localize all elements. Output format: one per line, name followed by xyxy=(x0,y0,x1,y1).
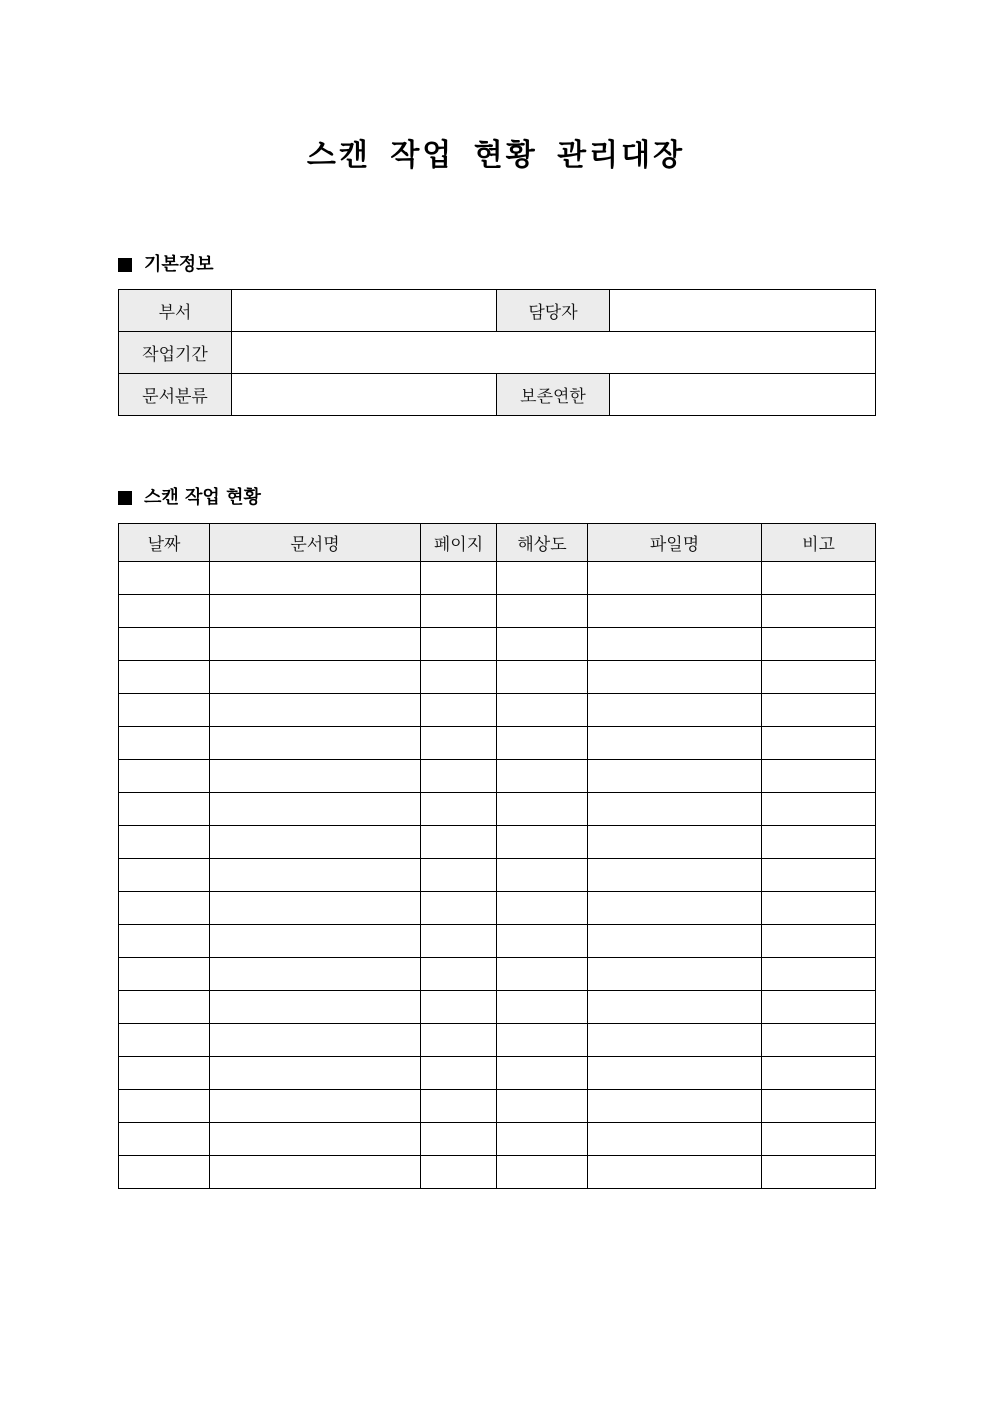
resolution-cell[interactable] xyxy=(497,1057,588,1090)
scan-status-table xyxy=(118,523,876,1189)
table-row xyxy=(119,1090,876,1123)
date-cell[interactable] xyxy=(119,958,210,991)
resolution-cell[interactable] xyxy=(497,661,588,694)
pages-cell[interactable] xyxy=(421,628,497,661)
table-row xyxy=(119,1024,876,1057)
date-cell[interactable] xyxy=(119,793,210,826)
remarks-cell[interactable] xyxy=(762,859,876,892)
pages-cell[interactable] xyxy=(421,859,497,892)
file-name-cell[interactable] xyxy=(588,760,762,793)
date-cell[interactable] xyxy=(119,760,210,793)
doc-name-cell[interactable] xyxy=(210,1024,421,1057)
table-row xyxy=(119,628,876,661)
table-row xyxy=(119,595,876,628)
doc-name-cell[interactable] xyxy=(210,727,421,760)
resolution-cell[interactable] xyxy=(497,1024,588,1057)
doc-category-label: 문서분류 xyxy=(119,374,232,416)
pages-cell[interactable] xyxy=(421,793,497,826)
pages-cell[interactable] xyxy=(421,826,497,859)
basic-info-table xyxy=(118,289,876,416)
remarks-cell[interactable] xyxy=(762,1090,876,1123)
table-row xyxy=(119,1123,876,1156)
remarks-cell[interactable] xyxy=(762,892,876,925)
pages-cell[interactable] xyxy=(421,562,497,595)
manager-field[interactable] xyxy=(610,290,876,332)
doc-name-cell[interactable] xyxy=(210,1057,421,1090)
file-name-cell[interactable] xyxy=(588,958,762,991)
work-period-label: 작업기간 xyxy=(119,332,232,374)
resolution-cell[interactable] xyxy=(497,628,588,661)
resolution-cell[interactable] xyxy=(497,760,588,793)
table-row xyxy=(119,958,876,991)
date-cell[interactable] xyxy=(119,1156,210,1189)
column-header-resolution: 해상도 xyxy=(497,524,588,562)
table-row xyxy=(119,562,876,595)
resolution-cell[interactable] xyxy=(497,958,588,991)
date-cell[interactable] xyxy=(119,1090,210,1123)
doc-name-cell[interactable] xyxy=(210,892,421,925)
column-header-remarks: 비고 xyxy=(762,524,876,562)
date-cell[interactable] xyxy=(119,1057,210,1090)
resolution-cell[interactable] xyxy=(497,991,588,1024)
table-row xyxy=(119,661,876,694)
pages-cell[interactable] xyxy=(421,892,497,925)
pages-cell[interactable] xyxy=(421,1057,497,1090)
department-label: 부서 xyxy=(119,290,232,332)
pages-cell[interactable] xyxy=(421,1024,497,1057)
doc-name-cell[interactable] xyxy=(210,958,421,991)
info-row-work-period xyxy=(119,332,876,374)
doc-name-cell[interactable] xyxy=(210,1123,421,1156)
resolution-cell[interactable] xyxy=(497,1123,588,1156)
file-name-cell[interactable] xyxy=(588,859,762,892)
doc-name-cell[interactable] xyxy=(210,694,421,727)
date-cell[interactable] xyxy=(119,826,210,859)
file-name-cell[interactable] xyxy=(588,628,762,661)
pages-cell[interactable] xyxy=(421,925,497,958)
remarks-cell[interactable] xyxy=(762,793,876,826)
table-row xyxy=(119,1057,876,1090)
pages-cell[interactable] xyxy=(421,1090,497,1123)
remarks-cell[interactable] xyxy=(762,562,876,595)
resolution-cell[interactable] xyxy=(497,892,588,925)
square-bullet-icon xyxy=(118,258,132,272)
info-row-department xyxy=(119,290,876,332)
date-cell[interactable] xyxy=(119,661,210,694)
retention-period-field[interactable] xyxy=(610,374,876,416)
doc-name-cell[interactable] xyxy=(210,628,421,661)
resolution-cell[interactable] xyxy=(497,727,588,760)
date-cell[interactable] xyxy=(119,1024,210,1057)
date-cell[interactable] xyxy=(119,1123,210,1156)
remarks-cell[interactable] xyxy=(762,661,876,694)
table-row xyxy=(119,925,876,958)
table-row xyxy=(119,760,876,793)
remarks-cell[interactable] xyxy=(762,595,876,628)
file-name-cell[interactable] xyxy=(588,925,762,958)
table-row xyxy=(119,859,876,892)
doc-name-cell[interactable] xyxy=(210,1156,421,1189)
department-field[interactable] xyxy=(232,290,497,332)
file-name-cell[interactable] xyxy=(588,826,762,859)
resolution-cell[interactable] xyxy=(497,1090,588,1123)
doc-name-cell[interactable] xyxy=(210,793,421,826)
table-row xyxy=(119,991,876,1024)
file-name-cell[interactable] xyxy=(588,595,762,628)
info-row-doc-category xyxy=(119,374,876,416)
file-name-cell[interactable] xyxy=(588,1057,762,1090)
remarks-cell[interactable] xyxy=(762,694,876,727)
pages-cell[interactable] xyxy=(421,991,497,1024)
resolution-cell[interactable] xyxy=(497,595,588,628)
doc-category-field[interactable] xyxy=(232,374,497,416)
column-header-doc-name: 문서명 xyxy=(210,524,421,562)
table-row xyxy=(119,892,876,925)
date-cell[interactable] xyxy=(119,694,210,727)
date-cell[interactable] xyxy=(119,628,210,661)
remarks-cell[interactable] xyxy=(762,628,876,661)
doc-name-cell[interactable] xyxy=(210,826,421,859)
remarks-cell[interactable] xyxy=(762,1123,876,1156)
table-row xyxy=(119,727,876,760)
file-name-cell[interactable] xyxy=(588,694,762,727)
pages-cell[interactable] xyxy=(421,1156,497,1189)
column-header-pages: 페이지 xyxy=(421,524,497,562)
pages-cell[interactable] xyxy=(421,1123,497,1156)
date-cell[interactable] xyxy=(119,859,210,892)
status-table-body xyxy=(119,562,876,1189)
table-row xyxy=(119,826,876,859)
status-header-row xyxy=(119,524,876,562)
resolution-cell[interactable] xyxy=(497,925,588,958)
pages-cell[interactable] xyxy=(421,595,497,628)
file-name-cell[interactable] xyxy=(588,1123,762,1156)
date-cell[interactable] xyxy=(119,727,210,760)
table-row xyxy=(119,1156,876,1189)
remarks-cell[interactable] xyxy=(762,1024,876,1057)
file-name-cell[interactable] xyxy=(588,1156,762,1189)
retention-period-label: 보존연한 xyxy=(497,374,610,416)
resolution-cell[interactable] xyxy=(497,826,588,859)
doc-name-cell[interactable] xyxy=(210,595,421,628)
file-name-cell[interactable] xyxy=(588,1024,762,1057)
date-cell[interactable] xyxy=(119,595,210,628)
pages-cell[interactable] xyxy=(421,694,497,727)
doc-name-cell[interactable] xyxy=(210,661,421,694)
table-row xyxy=(119,694,876,727)
date-cell[interactable] xyxy=(119,892,210,925)
work-period-field[interactable] xyxy=(232,332,876,374)
pages-cell[interactable] xyxy=(421,760,497,793)
file-name-cell[interactable] xyxy=(588,892,762,925)
manager-label: 담당자 xyxy=(497,290,610,332)
remarks-cell[interactable] xyxy=(762,1156,876,1189)
remarks-cell[interactable] xyxy=(762,1057,876,1090)
pages-cell[interactable] xyxy=(421,727,497,760)
document-title: 스캔 작업 현황 관리대장 xyxy=(306,138,686,173)
doc-name-cell[interactable] xyxy=(210,760,421,793)
date-cell[interactable] xyxy=(119,562,210,595)
date-cell[interactable] xyxy=(119,925,210,958)
resolution-cell[interactable] xyxy=(497,694,588,727)
resolution-cell[interactable] xyxy=(497,859,588,892)
doc-name-cell[interactable] xyxy=(210,925,421,958)
doc-name-cell[interactable] xyxy=(210,859,421,892)
remarks-cell[interactable] xyxy=(762,760,876,793)
resolution-cell[interactable] xyxy=(497,562,588,595)
file-name-cell[interactable] xyxy=(588,562,762,595)
remarks-cell[interactable] xyxy=(762,826,876,859)
remarks-cell[interactable] xyxy=(762,727,876,760)
remarks-cell[interactable] xyxy=(762,991,876,1024)
date-cell[interactable] xyxy=(119,991,210,1024)
pages-cell[interactable] xyxy=(421,958,497,991)
scan-status-heading xyxy=(118,485,261,511)
doc-name-cell[interactable] xyxy=(210,1090,421,1123)
remarks-cell[interactable] xyxy=(762,925,876,958)
doc-name-cell[interactable] xyxy=(210,991,421,1024)
resolution-cell[interactable] xyxy=(497,1156,588,1189)
column-header-file-name: 파일명 xyxy=(588,524,762,562)
table-row xyxy=(119,793,876,826)
square-bullet-icon xyxy=(118,491,132,505)
scan-status-heading-label: 스캔 작업 현황 xyxy=(144,487,261,508)
file-name-cell[interactable] xyxy=(588,793,762,826)
file-name-cell[interactable] xyxy=(588,727,762,760)
doc-name-cell[interactable] xyxy=(210,562,421,595)
column-header-date: 날짜 xyxy=(119,524,210,562)
resolution-cell[interactable] xyxy=(497,793,588,826)
file-name-cell[interactable] xyxy=(588,1090,762,1123)
pages-cell[interactable] xyxy=(421,661,497,694)
basic-info-heading-label: 기본정보 xyxy=(144,254,214,275)
basic-info-heading xyxy=(118,252,214,278)
file-name-cell[interactable] xyxy=(588,661,762,694)
remarks-cell[interactable] xyxy=(762,958,876,991)
file-name-cell[interactable] xyxy=(588,991,762,1024)
